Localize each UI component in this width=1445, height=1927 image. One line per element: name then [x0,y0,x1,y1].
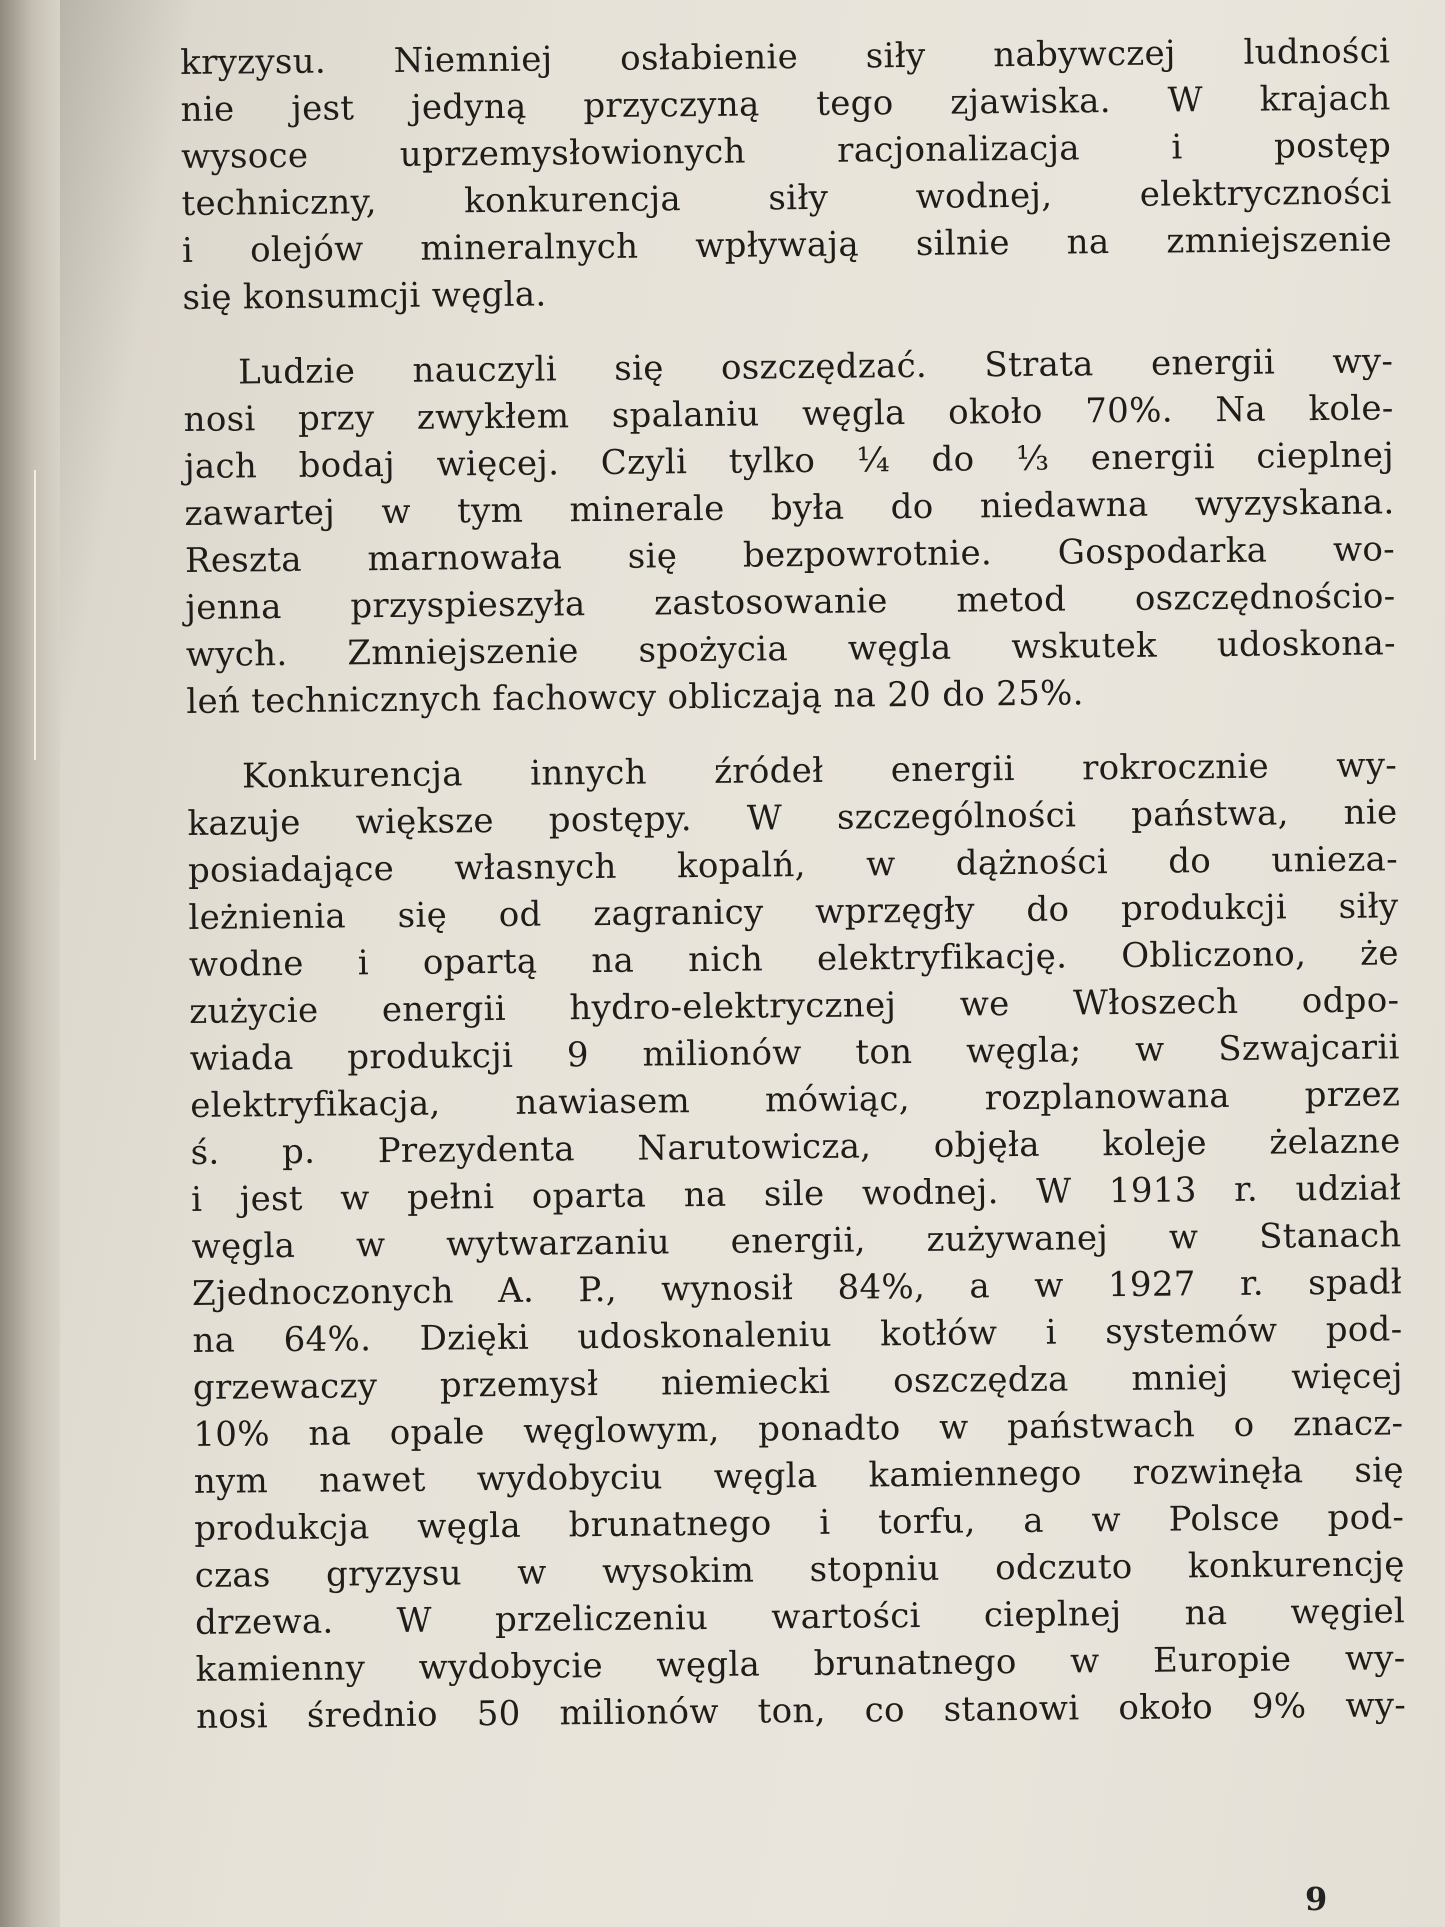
book-gutter [0,0,60,1927]
text-line: Ludzie nauczyli się oszczędzać. Strata energii wy- [238,341,1394,393]
text-line: wiada produkcji 9 milionów ton węgla; w Szwajcarii [189,1027,1400,1079]
text-line: techniczny, konkurencja siły wodnej, elektryczności [181,172,1392,224]
text-line: nym nawet wydobyciu węgla kamiennego rozwinęła się [193,1450,1404,1502]
text-line: i olejów mineralnych wpływają silnie na zmniejszenie [181,219,1393,271]
text-line: kamienny wydobycie węgla brunatnego w Europie wy- [195,1638,1406,1690]
text-line: leń technicznych fachowcy obliczają na 20 do 25%. [186,673,1084,722]
text-line: posiadające własnych kopalń, w dążności do unieza- [187,839,1399,891]
paragraph [183,338,1397,726]
text-line: elektryfikacja, nawiasem mówiąc, rozplanowana przez [190,1074,1401,1126]
text-line: nie jest jedyną przyczyną tego zjawiska. W krajach [180,78,1391,130]
text-line: węgla w wytwarzaniu energii, zużywanej w Stanach [191,1215,1402,1267]
text-line: Reszta marnowała się bezpowrotnie. Gospodarka wo- [184,529,1396,581]
text-line: wodne i opartą na nich elektryfikację. Obliczono, że [188,933,1400,985]
text-line: na 64%. Dzięki udoskonaleniu kotłów i systemów pod- [192,1309,1403,1361]
text-line: jenna przyspieszyła zastosowanie metod oszczędnościo- [185,576,1396,628]
text-line: jach bodaj więcej. Czyli tylko ¼ do ⅓ energii cieplnej [183,435,1395,487]
text-line: leżnienia się od zagranicy wprzęgły do produkcji siły [188,886,1399,938]
text-line: nosi przy zwykłem spalaniu węgla około 70%. Na kole- [183,388,1394,440]
text-line: grzewaczy przemysł niemiecki oszczędza mniej więcej [192,1356,1404,1408]
text-line: i jest w pełni oparta na sile wodnej. W 1913 r. udział [190,1168,1402,1220]
text-line: zawartej w tym minerale była do niedawna wyzyskana. [184,482,1395,534]
paragraph [180,28,1393,322]
paragraph [187,742,1406,1741]
text-line: ś. p. Prezydenta Narutowicza, objęła koleje żelazne [190,1121,1401,1173]
text-line: nosi średnio 50 milionów ton, co stanowi około 9% wy- [195,1685,1407,1737]
text-line: kazuje większe postępy. W szczególności państwa, nie [187,792,1398,844]
text-line: Konkurencja innych źródeł energii rokrocznie wy- [241,745,1398,797]
text-line: kryzysu. Niemniej osłabienie siły nabywczej ludności [180,31,1391,83]
binding-thread [34,470,36,760]
text-line: drzewa. W przeliczeniu wartości cieplnej na węgiel [195,1591,1406,1643]
text-line: zużycie energii hydro-elektrycznej we Włoszech odpo- [189,980,1400,1032]
text-line: Zjednoczonych A. P., wynosił 84%, a w 1927 r. spadł [191,1262,1403,1314]
text-line: się konsumcji węgla. [182,274,547,318]
text-line: 10% na opale węglowym, ponadto w państwach o znacz- [193,1403,1404,1455]
page-number: 9 [1305,1880,1328,1918]
text-line: wych. Zmniejszenie spożycia węgla wskutek udoskona- [185,623,1397,675]
page-body-text [180,28,1407,1769]
text-line: czas gryzysu w wysokim stopniu odczuto konkurencję [194,1544,1405,1596]
text-line: wysoce uprzemysłowionych racjonalizacja i postęp [180,125,1392,177]
text-line: produkcja węgla brunatnego i torfu, a w Polsce pod- [194,1497,1405,1549]
book-page [60,0,1445,1927]
